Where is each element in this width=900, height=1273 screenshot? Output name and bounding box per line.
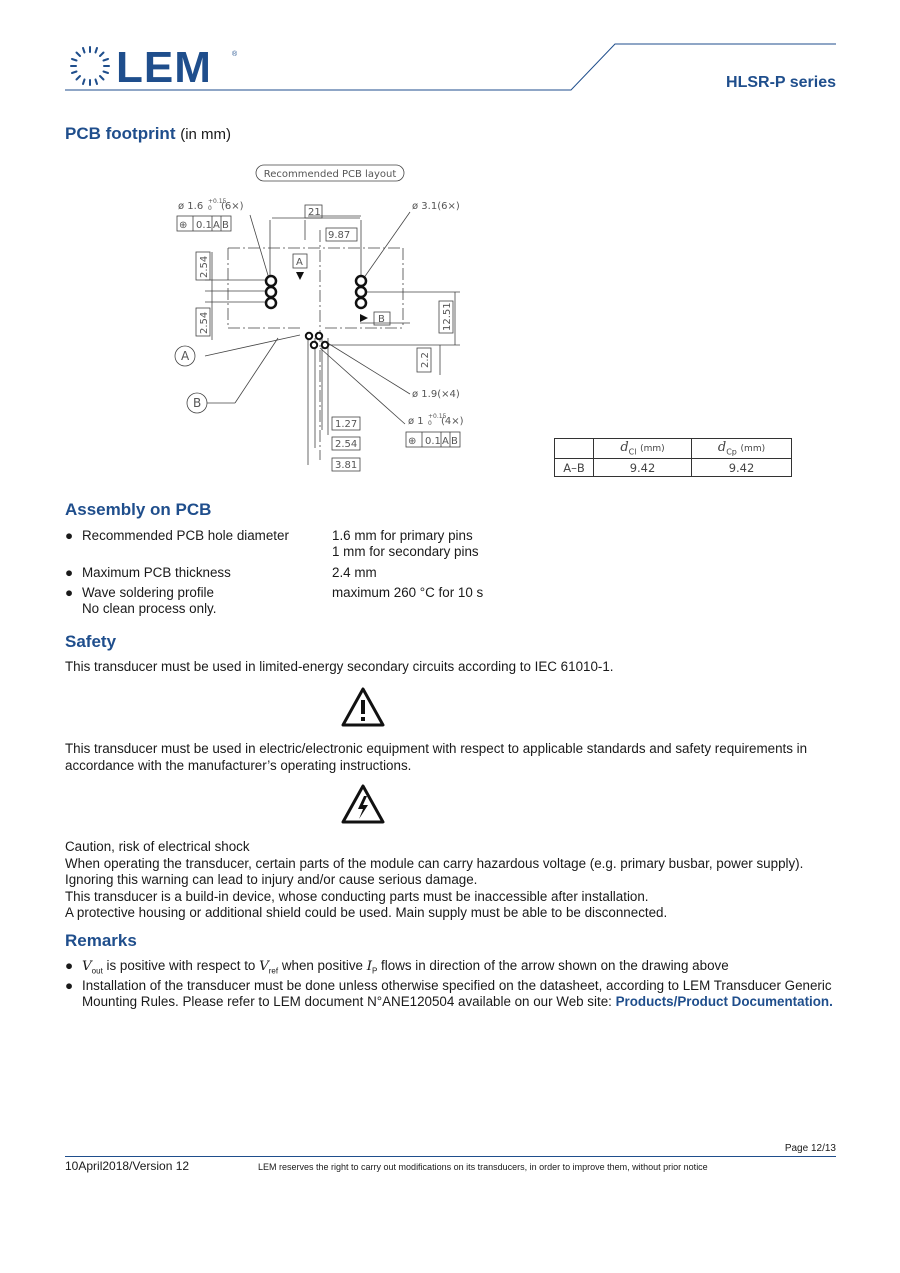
datum-b-circle: B (193, 396, 202, 410)
tol-value-1: 0.1 (196, 220, 212, 231)
assembly-value-1: 1.6 mm for primary pins (332, 528, 473, 543)
safety-p3-line3: Ignoring this warning can lead to injury and/or cause serious damage. (65, 872, 478, 887)
logo-wordmark: LEM (116, 43, 212, 92)
drawing-caption: Recommended PCB layout (263, 169, 397, 180)
assembly-label-2: Maximum PCB thickness (82, 565, 231, 580)
datum-a-circle: A (181, 349, 190, 363)
safety-p3-line2: When operating the transducer, certain parts of the module can carry hazardous voltage (e.g. primary busbar, power supply). (65, 855, 804, 871)
assembly-label-1: Recommended PCB hole diameter (82, 528, 289, 543)
tol-symbol-1: ⊕ (179, 220, 188, 231)
distance-table (554, 438, 792, 477)
tol-b-2: B (451, 436, 458, 447)
pcb-title-main: PCB footprint (65, 124, 176, 143)
tol-value-2: 0.1 (425, 436, 441, 447)
product-documentation-link[interactable]: Products/Product Documentation. (615, 994, 833, 1009)
hole-1-tol2: 0 (428, 420, 432, 427)
safety-paragraph-1: This transducer must be used in limited-energy secondary circuits according to IEC 61010-1. (65, 659, 614, 674)
table-header-dcp: $d_{Cp}$ (mm) (692, 439, 792, 459)
assembly-title: Assembly on PCB (65, 500, 212, 519)
warning-icon (340, 686, 386, 728)
hole-1-tol: +0.15 (428, 413, 447, 420)
footer-rule (65, 1156, 836, 1157)
dim-2-54-b: 2.54 (199, 311, 210, 334)
table-header-dcl: $d_{Cl}$ (mm) (594, 439, 692, 459)
footer-version: 10April2018/Version 12 (65, 1159, 190, 1173)
pcb-drawing (160, 160, 480, 480)
safety-paragraph-3 (65, 839, 836, 922)
table-cell-empty (555, 439, 594, 459)
remarks-title: Remarks (65, 931, 137, 950)
primary-hole-tol: +0.15 (208, 198, 227, 205)
remark-2-line1: Installation of the transducer must be done unless otherwise specified on the datasheet, according to LEM Transducer Generic (82, 978, 832, 993)
safety-p2-line2: accordance with the manufacturer’s operating instructions. (65, 757, 412, 773)
primary-hole-count: (6×) (221, 201, 244, 212)
safety-p3-line5: A protective housing or additional shield could be used. Main supply must be able to be disconnected. (65, 905, 668, 920)
dim-21: 21 (308, 207, 321, 218)
list-item: ● $V_{out}$ is positive with respect to $V_{ref}$ when positive $I_P$ flows in direction of the arrow shown on the drawing above (65, 958, 729, 976)
hole-1-count: (4×) (441, 416, 464, 427)
dim-1-27: 1.27 (335, 419, 358, 430)
list-item: ● Installation of the transducer must be done unless otherwise specified on the datasheet, according to LEM Transducer Generic (65, 978, 832, 993)
pcb-title-unit: (in mm) (180, 126, 232, 143)
table-value-dcp: 9.42 (692, 459, 792, 477)
table-value-dcl: 9.42 (594, 459, 692, 477)
tol-symbol-2: ⊕ (408, 436, 417, 447)
tol-b-1: B (222, 220, 229, 231)
footer-notice: LEM reserves the right to carry out modifications on its transducers, in order to improve them, without prior notice (258, 1162, 708, 1172)
remark-2-line2: Mounting Rules. Please refer to LEM document N°ANE120504 available on our Web site: Products/Product Documentation. (82, 994, 833, 1009)
list-item: ● Wave soldering profile (65, 585, 214, 600)
svg-text:®: ® (232, 51, 238, 58)
safety-title: Safety (65, 632, 117, 651)
safety-p2-line1: This transducer must be used in electric/electronic equipment with respect to applicable standards and safety requirements in (65, 741, 808, 756)
dim-3-81: 3.81 (335, 460, 358, 471)
safety-paragraph-2 (65, 741, 836, 774)
pcb-footprint-title (65, 124, 231, 144)
secondary-big-label: ø 3.1(6×) (412, 201, 460, 212)
assembly-label-3: Wave soldering profile (82, 585, 214, 600)
table-row (555, 459, 792, 477)
electric-shock-icon (340, 783, 386, 825)
dim-9-87: 9.87 (328, 230, 351, 241)
page-number: Page 12/13 (784, 1143, 836, 1154)
dim-2-54-a: 2.54 (199, 255, 210, 278)
assembly-label-3b: No clean process only. (82, 601, 217, 616)
primary-hole-label: ø 1.6 (178, 201, 204, 212)
dim-12-51: 12.51 (442, 302, 453, 331)
series-title: HLSR-P series (726, 74, 836, 91)
assembly-value-2: 2.4 mm (332, 565, 377, 580)
hole-1-9-label: ø 1.9(×4) (412, 389, 460, 400)
assembly-value-1b: 1 mm for secondary pins (332, 544, 479, 559)
tol-a-2: A (442, 436, 449, 447)
list-item: ● Maximum PCB thickness (65, 565, 231, 580)
table-row (555, 439, 792, 459)
table-row-label: A–B (555, 459, 594, 477)
tol-a-1: A (213, 220, 220, 231)
safety-p3-line4: This transducer is a build-in device, whose conducting parts must be inaccessible after installation. (65, 888, 649, 904)
datum-b-marker: B (378, 314, 385, 325)
safety-p3-line1: Caution, risk of electrical shock (65, 839, 250, 854)
dim-2-54-c: 2.54 (335, 439, 358, 450)
list-item: ● Recommended PCB hole diameter (65, 528, 289, 543)
assembly-value-3: maximum 260 °C for 10 s (332, 585, 484, 600)
hole-1-label: ø 1 (408, 416, 424, 427)
dim-2-2: 2.2 (420, 352, 431, 368)
primary-hole-tol2: 0 (208, 205, 212, 212)
datum-a-marker: A (296, 257, 303, 268)
